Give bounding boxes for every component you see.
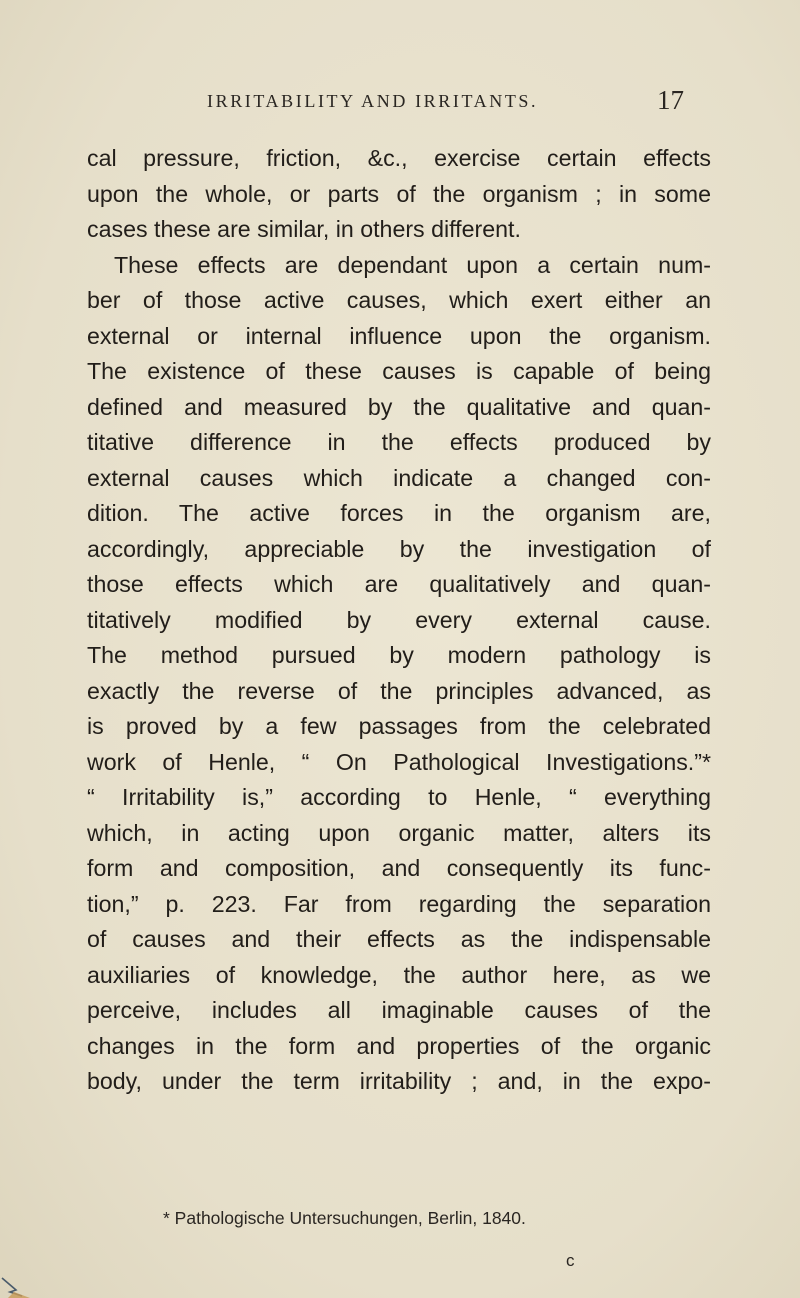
page-number: 17 (657, 85, 684, 115)
text-line: ber of those active causes, which exert either an (87, 287, 711, 313)
text-line: is proved by a few passages from the celebrated (87, 713, 711, 739)
text-line: “ Irritability is,” according to Henle, “ everything (87, 784, 711, 810)
text-line: accordingly, appreciable by the investigation of (87, 535, 711, 562)
text-line: body, under the term irritability ; and, in the expo- (87, 1068, 711, 1094)
text-line: external causes which indicate a changed con- (87, 464, 711, 491)
text-line: work of Henle, “ On Pathological Investigations.”* (87, 748, 711, 775)
text-line: defined and measured by the qualitative and quan- (87, 393, 711, 420)
text-line: form and composition, and consequently its func- (87, 855, 711, 881)
running-head (0, 85, 800, 121)
text-line: The method pursued by modern pathology is (87, 642, 711, 668)
text-line: dition. The active forces in the organism are, (87, 500, 711, 526)
text-line: The existence of these causes is capable of being (87, 358, 711, 384)
text-line: titative difference in the effects produced by (87, 429, 711, 455)
text-line: of causes and their effects as the indispensable (87, 926, 711, 952)
signature-mark: c (566, 1251, 575, 1270)
text-line: These effects are dependant upon a certain num- (114, 251, 711, 278)
text-line: exactly the reverse of the principles advanced, as (87, 677, 711, 704)
text-line: cal pressure, friction, &c., exercise certain effects (87, 145, 711, 171)
text-line: perceive, includes all imaginable causes of the (87, 997, 711, 1023)
text-line: which, in acting upon organic matter, alters its (87, 819, 711, 846)
page-corner-mark (0, 1248, 44, 1298)
text-line: upon the whole, or parts of the organism ; in some (87, 180, 711, 207)
text-line: external or internal influence upon the organism. (87, 322, 711, 349)
running-title: IRRITABILITY AND IRRITANTS. (207, 91, 539, 111)
text-line: those effects which are qualitatively and quan- (87, 571, 711, 597)
body-text (87, 141, 711, 1100)
footnote: * Pathologische Untersuchungen, Berlin, 1840. (163, 1208, 526, 1228)
text-line: cases these are similar, in others different. (87, 216, 521, 242)
text-line: tion,” p. 223. Far from regarding the separation (87, 890, 711, 917)
text-line: auxiliaries of knowledge, the author here, as we (87, 961, 711, 988)
text-line: titatively modified by every external cause. (87, 606, 711, 633)
text-line: changes in the form and properties of the organic (87, 1032, 711, 1059)
